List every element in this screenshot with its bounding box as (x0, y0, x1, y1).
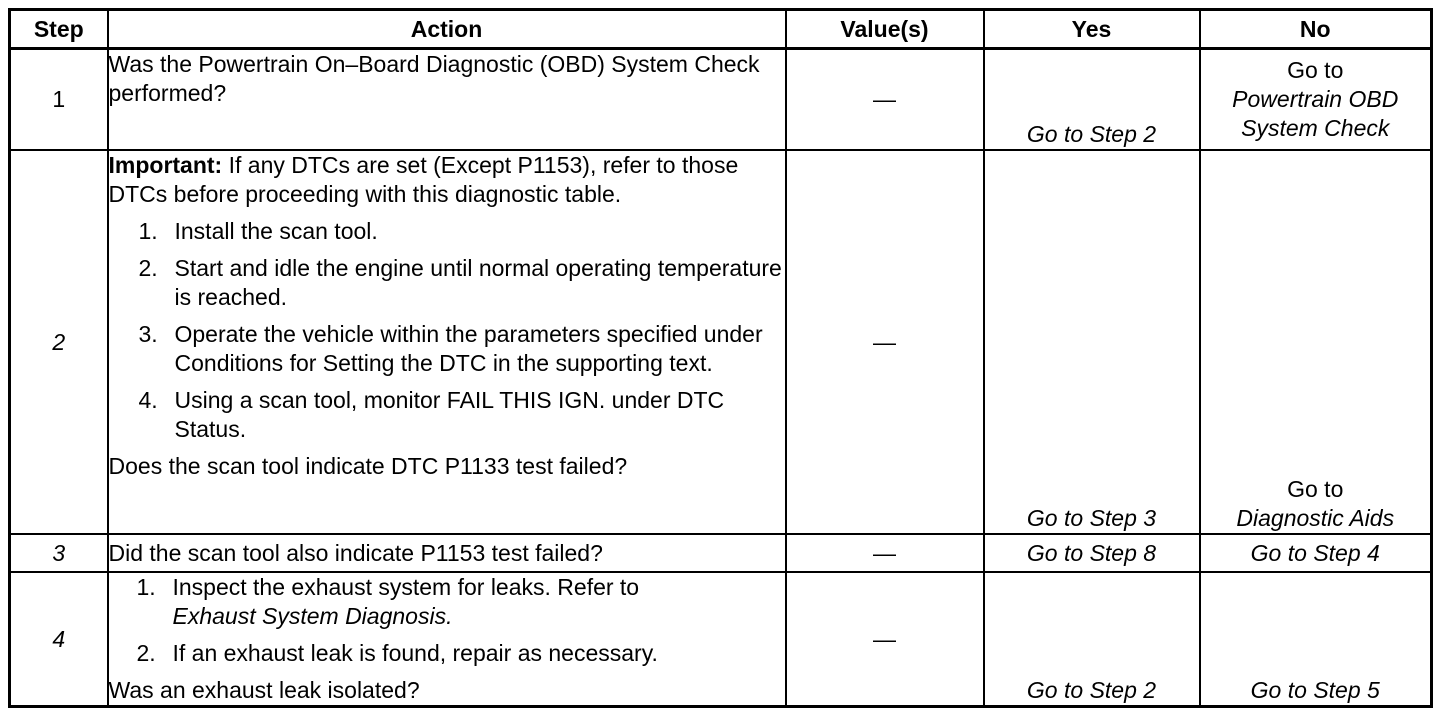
important-note (109, 151, 785, 209)
diagnostic-table (8, 8, 1433, 708)
value-cell (786, 534, 984, 572)
important-text: If any DTCs are set (Except P1153), refer to those DTCs before proceeding with this diagnostic table. (108, 152, 739, 207)
diagnostic-table-container (8, 8, 1433, 708)
yes-link[interactable]: Go to Step 2 (1026, 677, 1157, 703)
header-action: Action (108, 10, 786, 49)
list-item: 3. Operate the vehicle within the parameters specified under Conditions for Setting the DTC in the supporting text. (138, 321, 763, 376)
action-question: Was an exhaust leak isolated? (108, 677, 420, 703)
value-dash: — (873, 328, 896, 355)
yes-cell (984, 150, 1200, 534)
no-cell (1200, 150, 1432, 534)
value-cell (786, 572, 984, 707)
header-values: Value(s) (786, 10, 984, 49)
yes-link[interactable]: Go to Step 8 (1026, 539, 1157, 566)
no-link[interactable]: Diagnostic Aids (1236, 505, 1395, 531)
yes-cell (984, 534, 1200, 572)
step-number: 1 (10, 49, 108, 151)
action-cell (108, 150, 786, 534)
value-cell (786, 150, 984, 534)
value-dash: — (873, 539, 896, 566)
table-row-step-1 (10, 49, 1432, 151)
yes-cell (984, 572, 1200, 707)
table-header-row (10, 10, 1432, 49)
no-link[interactable]: Go to Step 4 (1250, 539, 1380, 566)
no-cell (1200, 49, 1432, 151)
no-prefix: Go to (1287, 57, 1344, 83)
no-cell (1200, 572, 1432, 707)
important-label: Important: (108, 152, 223, 178)
action-question: Did the scan tool also indicate P1153 test failed? (108, 539, 603, 566)
action-cell (108, 572, 786, 707)
list-item: 1. Inspect the exhaust system for leaks. Refer to Exhaust System Diagnosis. (136, 574, 640, 629)
action-question: Does the scan tool indicate DTC P1133 test failed? (108, 453, 628, 479)
step-number: 3 (10, 534, 108, 572)
no-link[interactable]: Powertrain OBD System Check (1232, 86, 1399, 141)
yes-link[interactable]: Go to Step 3 (1026, 505, 1157, 531)
value-dash: — (873, 625, 896, 652)
no-link[interactable]: Go to Step 5 (1250, 677, 1380, 703)
procedure-list (109, 217, 785, 444)
step-number: 4 (10, 572, 108, 707)
procedure-list (109, 573, 785, 668)
reference-link[interactable]: Exhaust System Diagnosis. (172, 603, 453, 629)
step-number: 2 (10, 150, 108, 534)
action-cell (108, 534, 786, 572)
list-item: 1. Install the scan tool. (138, 218, 378, 244)
value-cell (786, 49, 984, 151)
table-row-step-2 (10, 150, 1432, 534)
header-no: No (1200, 10, 1432, 49)
yes-link[interactable]: Go to Step 2 (1026, 121, 1157, 147)
table-row-step-4 (10, 572, 1432, 707)
list-item: 2. If an exhaust leak is found, repair as necessary. (136, 640, 658, 666)
table-row-step-3 (10, 534, 1432, 572)
no-cell (1200, 534, 1432, 572)
header-step: Step (10, 10, 108, 49)
header-yes: Yes (984, 10, 1200, 49)
yes-cell (984, 49, 1200, 151)
value-dash: — (873, 86, 896, 112)
action-cell (108, 49, 786, 151)
action-question: Was the Powertrain On–Board Diagnostic (OBD) System Check performed? (108, 51, 760, 106)
list-item: 4. Using a scan tool, monitor FAIL THIS IGN. under DTC Status. (138, 387, 725, 442)
list-item: 2. Start and idle the engine until normal operating temperature is reached. (138, 255, 782, 310)
no-prefix: Go to (1287, 476, 1344, 502)
